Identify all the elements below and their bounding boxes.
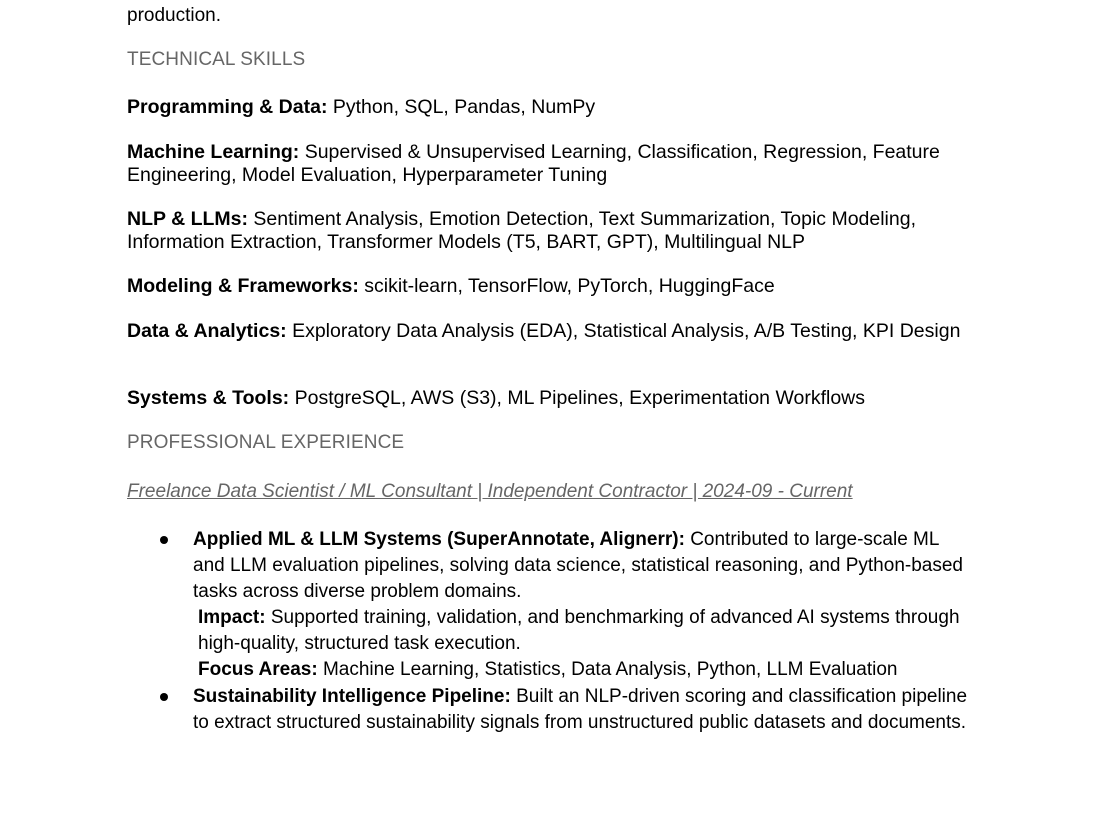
- bullet-text: Built an NLP-driven scoring and classification pipeline to extract structured sustainability signals from unstructured public datasets and documents.: [193, 686, 968, 733]
- bullet-dot-icon: [160, 536, 168, 544]
- impact-label: Impact:: [198, 607, 266, 628]
- skill-machine-learning: [127, 141, 967, 187]
- bullet-body: [193, 527, 973, 683]
- impact-line: [193, 605, 973, 657]
- skill-systems-tools: [127, 387, 967, 410]
- bullet-body: [193, 684, 973, 736]
- skill-text: Python, SQL, Pandas, NumPy: [327, 96, 596, 118]
- skill-nlp-llms: [127, 208, 967, 254]
- skill-text: Sentiment Analysis, Emotion Detection, Text Summarization, Topic Modeling, Information Extraction, Transformer Models (T5, BART, GPT), Multilingual NLP: [127, 208, 917, 253]
- professional-experience-heading: PROFESSIONAL EXPERIENCE: [127, 432, 405, 453]
- fragment-line: production.: [127, 5, 222, 26]
- job-title-link[interactable]: Freelance Data Scientist / ML Consultant | Independent Contractor | 2024-09 - Current: [127, 481, 853, 502]
- skill-text: Supervised & Unsupervised Learning, Classification, Regression, Feature Engineering, Model Evaluation, Hyperparameter Tuning: [127, 141, 940, 186]
- technical-skills-heading: TECHNICAL SKILLS: [127, 49, 306, 70]
- skill-label: Data & Analytics:: [127, 320, 287, 342]
- skill-text: PostgreSQL, AWS (S3), ML Pipelines, Experimentation Workflows: [289, 387, 866, 409]
- focus-text: Machine Learning, Statistics, Data Analysis, Python, LLM Evaluation: [317, 659, 898, 680]
- skill-modeling-frameworks: [127, 275, 967, 298]
- skill-programming-data: [127, 96, 967, 119]
- bullet-dot-icon: [160, 693, 168, 701]
- skill-label: Machine Learning:: [127, 141, 300, 163]
- skill-label: NLP & LLMs:: [127, 208, 248, 230]
- impact-text: Supported training, validation, and benchmarking of advanced AI systems through high-quality, structured task execution.: [198, 607, 960, 654]
- skill-label: Systems & Tools:: [127, 387, 290, 409]
- skill-data-analytics: [127, 320, 967, 343]
- skill-label: Programming & Data:: [127, 96, 328, 118]
- focus-label: Focus Areas:: [198, 659, 318, 680]
- skill-label: Modeling & Frameworks:: [127, 275, 359, 297]
- focus-line: [193, 657, 973, 683]
- bullet-text: Contributed to large-scale ML and LLM evaluation pipelines, solving data science, statistical reasoning, and Python-based tasks across diverse problem domains.: [193, 529, 963, 602]
- skill-text: Exploratory Data Analysis (EDA), Statistical Analysis, A/B Testing, KPI Design: [286, 320, 961, 342]
- skill-text: scikit-learn, TensorFlow, PyTorch, HuggingFace: [358, 275, 775, 297]
- bullet-label: Sustainability Intelligence Pipeline:: [193, 686, 511, 707]
- bullet-label: Applied ML & LLM Systems (SuperAnnotate, Alignerr):: [193, 529, 685, 550]
